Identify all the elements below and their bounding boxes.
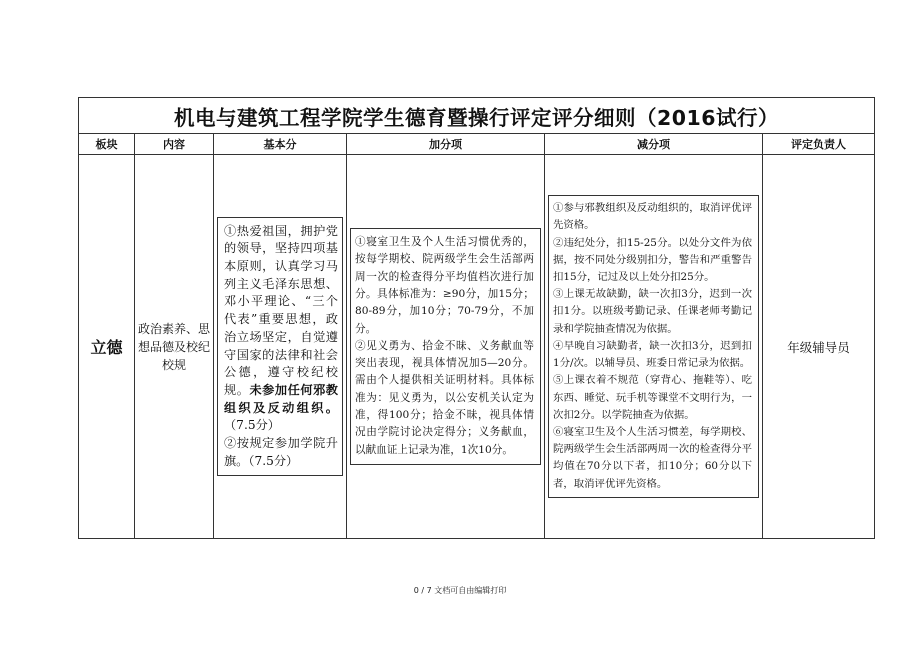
bonus-item-1: ①寝室卫生及个人生活习惯优秀的，按每学期校、院两级学生会生活部两周一次的检查得分平均值档次进行加分。具体标准为：≥90分，加15分；80-89分，加10分；70-79分，不加分。 xyxy=(355,236,534,335)
deduction-item-1: ①参与邪教组织及反动组织的，取消评优评先资格。 xyxy=(553,202,752,232)
base-item-1-bold: 未参加任何邪教组织及反动组织。 xyxy=(224,382,338,415)
bonus-cell xyxy=(347,155,545,539)
page-footer: 0 / 7 文档可自由编辑打印 xyxy=(413,586,507,595)
bonus-item-2: ②见义勇为、拾金不昧、义务献血等突出表现，视具体情况加5—20分。需由个人提供相关证明材料。具体标准为：见义勇为，以公安机关认定为准，得100分；拾金不昧，视具体情况由学院讨论决定得分；义务献血，以献血证上记录为准，1次10分。 xyxy=(355,339,534,456)
bonus-box xyxy=(350,228,541,465)
block-cell: 立德 xyxy=(79,155,135,539)
header-block: 板块 xyxy=(79,134,135,155)
document-title: 机电与建筑工程学院学生德育暨操行评定评分细则（2016试行） xyxy=(79,98,875,134)
header-base-score: 基本分 xyxy=(214,134,347,155)
deduction-item-6: ⑥寝室卫生及个人生活习惯差，每学期校、院两级学生会生活部两周一次的检查得分平均值在70分以下者，扣10分；60分以下者，取消评优评先资格。 xyxy=(553,425,752,490)
deduction-item-4: ④早晚自习缺勤者，缺一次扣3分，迟到扣1分/次。以辅导员、班委日常记录为依据。 xyxy=(553,339,752,370)
table-row xyxy=(79,155,875,539)
base-item-2: ②按规定参加学院升旗。（7.5分） xyxy=(224,436,338,468)
header-owner: 评定负责人 xyxy=(763,134,875,155)
deduction-item-3: ③上课无故缺勤，缺一次扣3分，迟到一次扣1分。以班级考勤记录、任课老师考勤记录和学院抽查情况为依据。 xyxy=(553,288,752,335)
deduction-item-5: ⑤上课衣着不规范（穿背心、拖鞋等）、吃东西、睡觉、玩手机等课堂不文明行为，一次扣2分。以学院抽查为依据。 xyxy=(553,374,752,421)
base-item-1 xyxy=(224,223,338,435)
header-content: 内容 xyxy=(135,134,214,155)
header-bonus: 加分项 xyxy=(347,134,545,155)
deduction-cell xyxy=(545,155,763,539)
base-item-1-score: （7.5分） xyxy=(224,418,280,433)
header-deduction: 减分项 xyxy=(545,134,763,155)
owner-cell: 年级辅导员 xyxy=(763,155,875,539)
rules-table xyxy=(78,97,875,539)
deduction-box xyxy=(548,195,759,497)
base-item-1-text: ①热爱祖国，拥护党的领导，坚持四项基本原则，认真学习马列主义毛泽东思想、邓小平理论、“三个代表”重要思想，政治立场坚定，自觉遵守国家的法律和社会公德，遵守校纪校规。 xyxy=(224,223,338,397)
deduction-item-2: ②违纪处分，扣15-25分。以处分文件为依据，按不同处分级别扣分，警告和严重警告扣15分，记过及以上处分扣25分。 xyxy=(553,236,752,284)
base-score-box xyxy=(217,217,343,477)
content-cell: 政治素养、思想品德及校纪校规 xyxy=(135,155,214,539)
base-score-cell xyxy=(214,155,347,539)
